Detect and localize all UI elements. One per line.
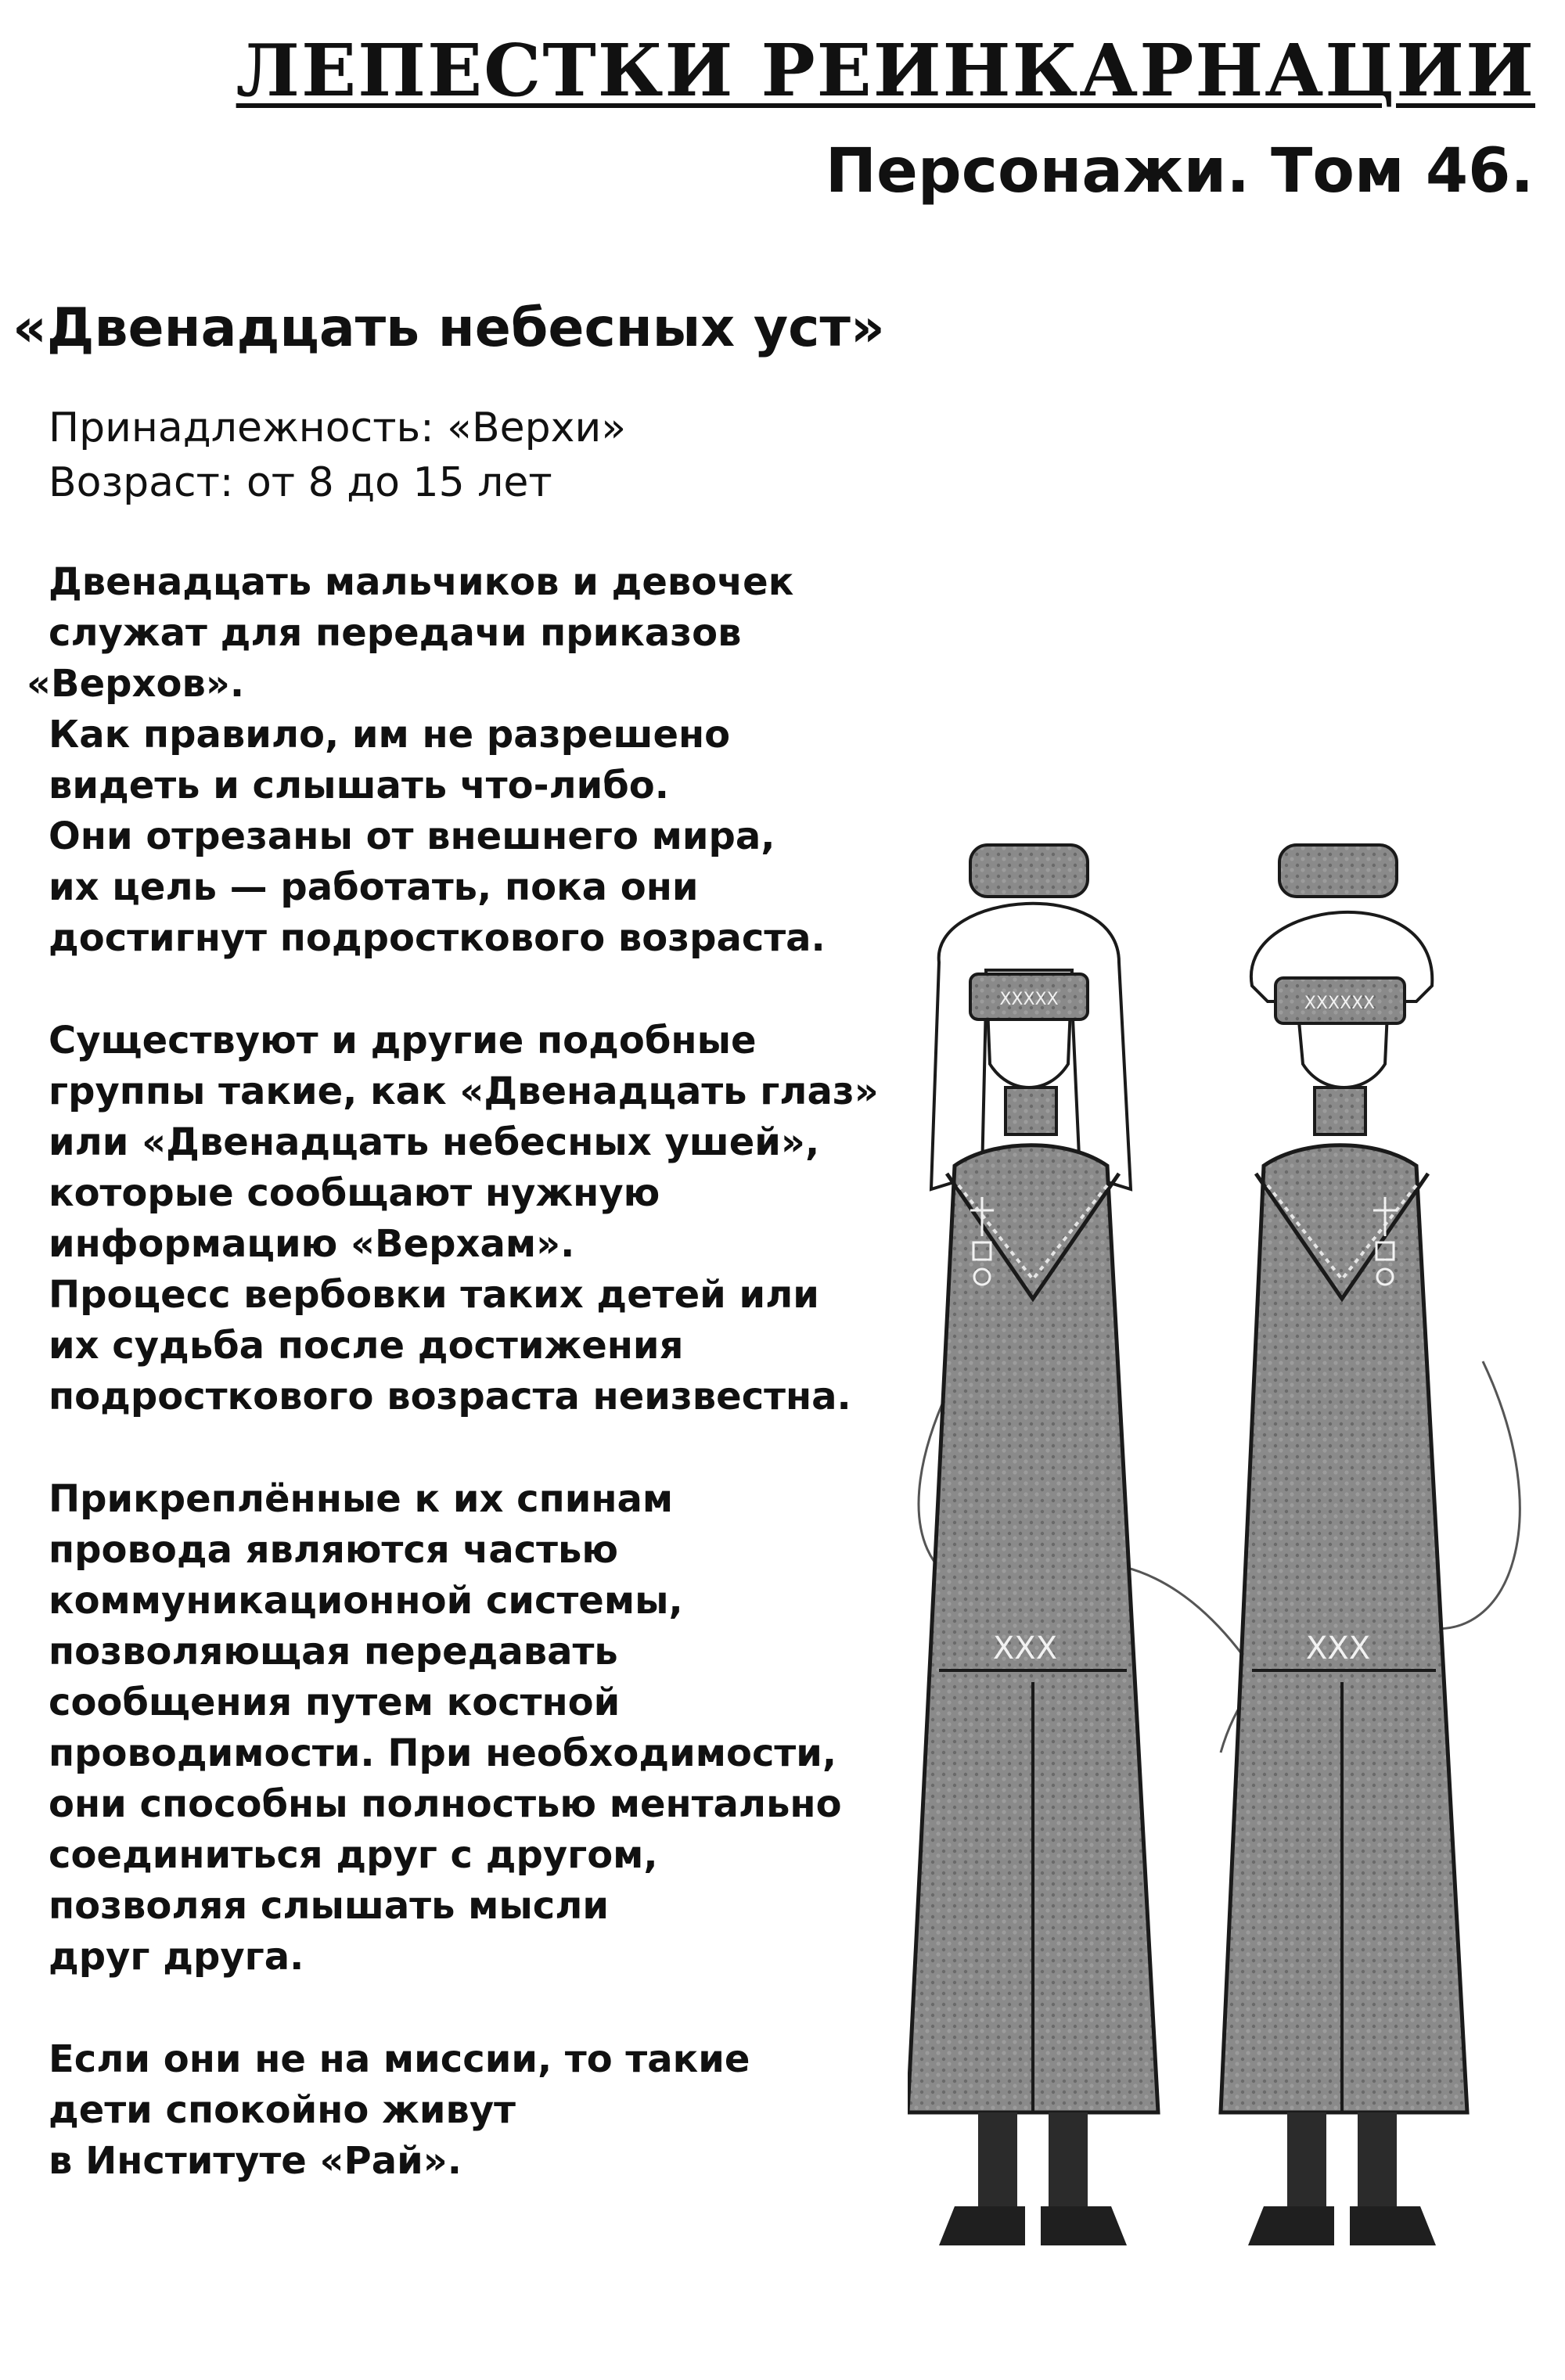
text-line: позволяя слышать мысли	[49, 1884, 610, 1928]
age-line: Возраст: от 8 до 15 лет	[49, 459, 552, 506]
text-line: они способны полностью ментально	[49, 1782, 842, 1826]
paragraph-purpose	[27, 557, 925, 964]
text-line: Двенадцать мальчиков и девочек	[49, 560, 794, 604]
paragraph-other-groups	[49, 1016, 925, 1422]
text-line: соединиться друг с другом,	[49, 1833, 658, 1877]
text-line: подросткового возраста неизвестна.	[49, 1375, 851, 1418]
text-line: их судьба после достижения	[49, 1324, 684, 1368]
text-line: Процесс вербовки таких детей или	[49, 1273, 819, 1317]
text-line: Как правило, им не разрешено	[49, 713, 731, 757]
paragraph-off-mission	[49, 2034, 925, 2187]
group-meta	[49, 401, 626, 510]
text-line: коммуникационной системы,	[49, 1579, 683, 1623]
text-line: «Верхов».	[27, 662, 245, 706]
paragraph-wires	[49, 1474, 925, 1983]
svg-text:XXXXXX: XXXXXX	[1304, 994, 1376, 1013]
right-child-figure	[1221, 845, 1467, 2245]
text-line: дети спокойно живут	[49, 2088, 516, 2132]
svg-text:XXXXX: XXXXX	[999, 990, 1059, 1009]
text-line: достигнут подросткового возраста.	[49, 916, 826, 960]
text-line: их цель — работать, пока они	[49, 865, 699, 909]
svg-text:XXX: XXX	[1305, 1630, 1371, 1666]
left-child-figure	[908, 845, 1158, 2245]
text-line: в Институте «Рай».	[49, 2139, 462, 2183]
text-line: информацию «Верхам».	[49, 1222, 575, 1266]
text-line: проводимости. При необходимости,	[49, 1731, 837, 1775]
text-line: Прикреплённые к их спинам	[49, 1477, 674, 1521]
text-line: или «Двенадцать небесных ушей»,	[49, 1120, 820, 1164]
text-line: друг друга.	[49, 1935, 304, 1979]
text-line: служат для передачи приказов	[49, 611, 742, 655]
text-line: Существуют и другие подобные	[49, 1019, 757, 1062]
volume-title: Персонажи. Том 46.	[825, 136, 1534, 207]
text-line: позволяющая передавать	[49, 1630, 618, 1674]
text-line: которые сообщают нужную	[49, 1171, 660, 1215]
text-line: провода являются частью	[49, 1528, 618, 1572]
series-title: ЛЕПЕСТКИ РЕИНКАРНАЦИИ	[236, 28, 1535, 113]
twin-children-figures-icon	[908, 829, 1534, 2285]
description	[27, 557, 925, 2238]
text-line: Они отрезаны от внешнего мира,	[49, 814, 775, 858]
affiliation-line: Принадлежность: «Верхи»	[49, 404, 627, 451]
text-line: группы такие, как «Двенадцать глаз»	[49, 1070, 879, 1113]
text-line: сообщения путем костной	[49, 1681, 621, 1724]
text-line: Если они не на миссии, то такие	[49, 2037, 750, 2081]
text-line: видеть и слышать что-либо.	[49, 764, 670, 807]
group-name: «Двенадцать небесных уст»	[13, 297, 885, 359]
svg-text:XXX: XXX	[992, 1630, 1058, 1666]
